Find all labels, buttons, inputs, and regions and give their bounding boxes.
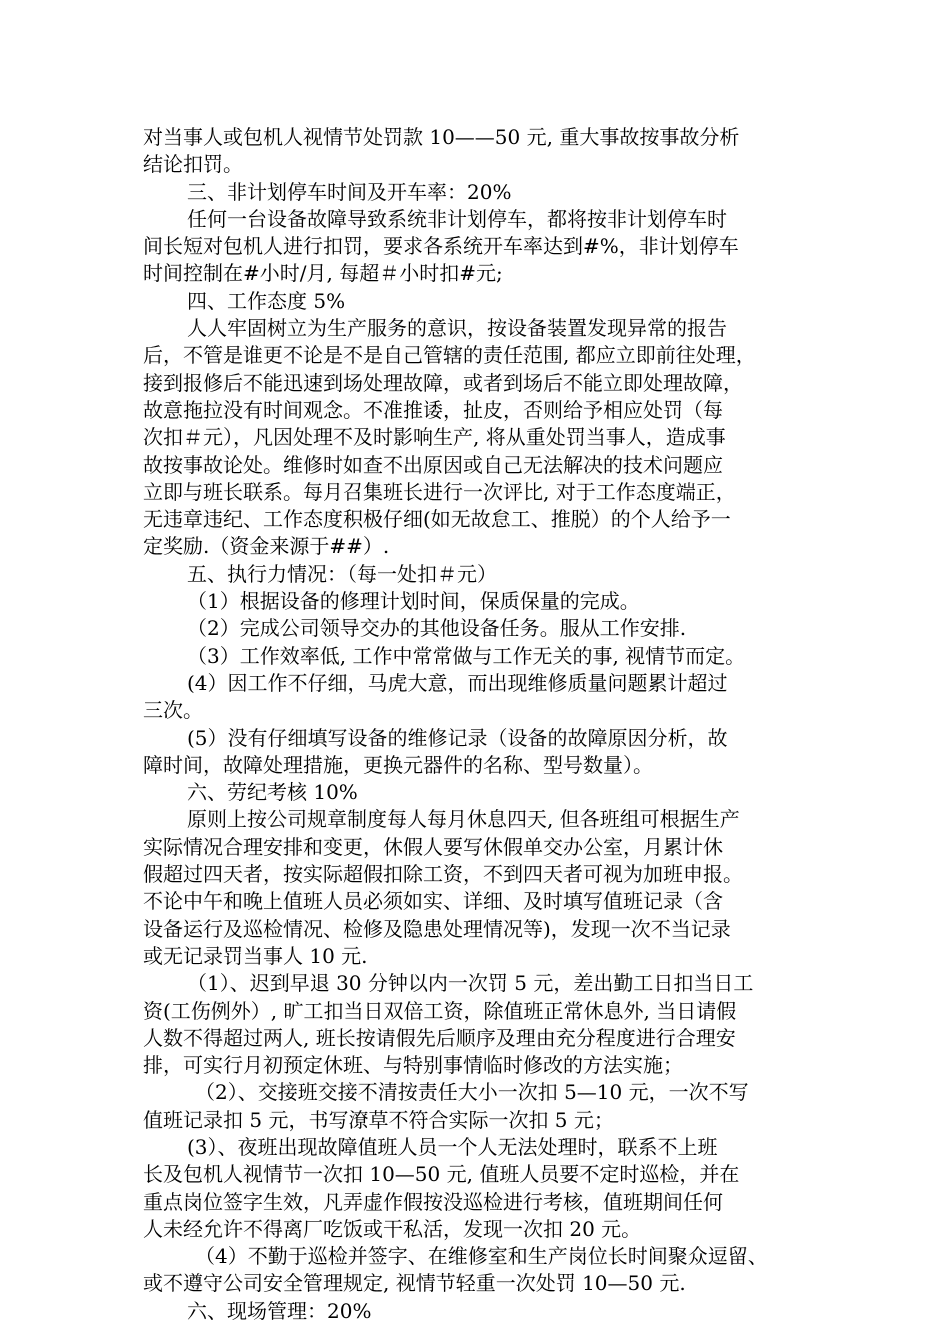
document-line: 不论中午和晚上值班人员必须如实、详细、及时填写值班记录（含 <box>143 889 723 914</box>
document-line: 故意拖拉没有时间观念。不准推诿，扯皮，否则给予相应处罚（每 <box>143 397 723 422</box>
document-line: 任何一台设备故障导致系统非计划停车，都将按非计划停车时 <box>187 206 727 231</box>
document-line: 次扣＃元），凡因处理不及时影响生产, 将从重处罚当事人，造成事 <box>143 425 726 450</box>
document-line: 六、劳纪考核 10% <box>187 780 358 805</box>
document-line: 长及包机人视情节一次扣 10—50 元, 值班人员要不定时巡检，并在 <box>143 1162 740 1187</box>
document-line: （3）工作效率低, 工作中常常做与工作无关的事, 视情节而定。 <box>187 643 746 668</box>
document-line: 排，可实行月初预定休班、与特别事情临时修改的方法实施； <box>143 1053 683 1078</box>
document-body <box>143 124 811 1325</box>
document-line: 原则上按公司规章制度每人每月休息四天, 但各班组可根据生产 <box>187 807 740 832</box>
document-line: （4）不勤于巡检并签字、在维修室和生产岗位长时间聚众逗留、 <box>195 1244 768 1269</box>
document-line: （2）完成公司领导交办的其他设备任务。服从工作安排. <box>187 616 687 641</box>
document-line: 无违章违纪、工作态度积极仔细(如无故怠工、推脱）的个人给予一 <box>143 507 731 532</box>
document-line: 故按事故论处。维修时如查不出原因或自己无法解决的技术问题应 <box>143 452 723 477</box>
document-line: （1）根据设备的修理计划时间，保质保量的完成。 <box>187 589 640 614</box>
document-line: 四、工作态度 5% <box>187 288 346 313</box>
document-line: 对当事人或包机人视情节处罚款 10——50 元, 重大事故按事故分析 <box>143 125 740 149</box>
document-line: (4）因工作不仔细，马虎大意，而出现维修质量问题累计超过 <box>187 670 728 695</box>
document-line: 三、非计划停车时间及开车率：20% <box>187 179 512 204</box>
document-line: 假超过四天者，按实际超假扣除工资，不到四天者可视为加班申报。 <box>143 862 743 887</box>
document-line: 六、现场管理：20% <box>187 1298 372 1323</box>
document-line: 后，不管是谁更不论是不是自己管辖的责任范围, 都应立即前往处理， <box>143 343 756 368</box>
document-line: 或无记录罚当事人 10 元. <box>143 943 368 968</box>
document-line: 实际情况合理安排和变更，休假人要写休假单交办公室，月累计休 <box>143 834 723 859</box>
document-line: (3）、夜班出现故障值班人员一个人无法处理时，联系不上班 <box>187 1134 718 1159</box>
document-line: 三次。 <box>143 698 203 723</box>
document-line: （2）、交接班交接不清按责任大小一次扣 5—10 元，一次不写 <box>195 1080 749 1105</box>
document-line: 资(工伤例外）, 旷工扣当日双倍工资，除值班正常休息外, 当日请假 <box>143 998 737 1023</box>
document-line: 值班记录扣 5 元，书写潦草不符合实际一次扣 5 元； <box>143 1107 614 1132</box>
document-line: 立即与班长联系。每月召集班长进行一次评比, 对于工作态度端正， <box>143 479 736 504</box>
document-line: 或不遵守公司安全管理规定, 视情节轻重一次处罚 10—50 元. <box>143 1271 686 1296</box>
document-line: 人人牢固树立为生产服务的意识，按设备装置发现异常的报告 <box>187 316 727 341</box>
document-line: 设备运行及巡检情况、检修及隐患处理情况等)，发现一次不当记录 <box>143 916 731 941</box>
document-line: 结论扣罚。 <box>143 152 243 177</box>
document-line: 人未经允许不得离厂吃饭或干私活，发现一次扣 20 元。 <box>143 1216 642 1241</box>
document-line: 定奖励.（资金来源于##）. <box>143 534 390 559</box>
document-line: 重点岗位签字生效，凡弄虚作假按没巡检进行考核，值班期间任何 <box>143 1189 723 1214</box>
document-line: 五、执行力情况：（每一处扣＃元） <box>187 561 497 586</box>
document-line: 人数不得超过两人, 班长按请假先后顺序及理由充分程度进行合理安 <box>143 1025 736 1050</box>
document-line: 间长短对包机人进行扣罚，要求各系统开车率达到#%，非计划停车 <box>143 234 739 259</box>
document-line: 时间控制在#小时/月, 每超＃小时扣#元; <box>143 261 503 286</box>
document-line: 接到报修后不能迅速到场处理故障，或者到场后不能立即处理故障， <box>143 370 743 395</box>
document-line: 障时间，故障处理措施，更换元器件的名称、型号数量）。 <box>143 752 653 777</box>
document-line: (5）没有仔细填写设备的维修记录（设备的故障原因分析，故 <box>187 725 728 750</box>
document-line: （1）、迟到早退 30 分钟以内一次罚 5 元，差出勤工日扣当日工 <box>187 971 754 996</box>
